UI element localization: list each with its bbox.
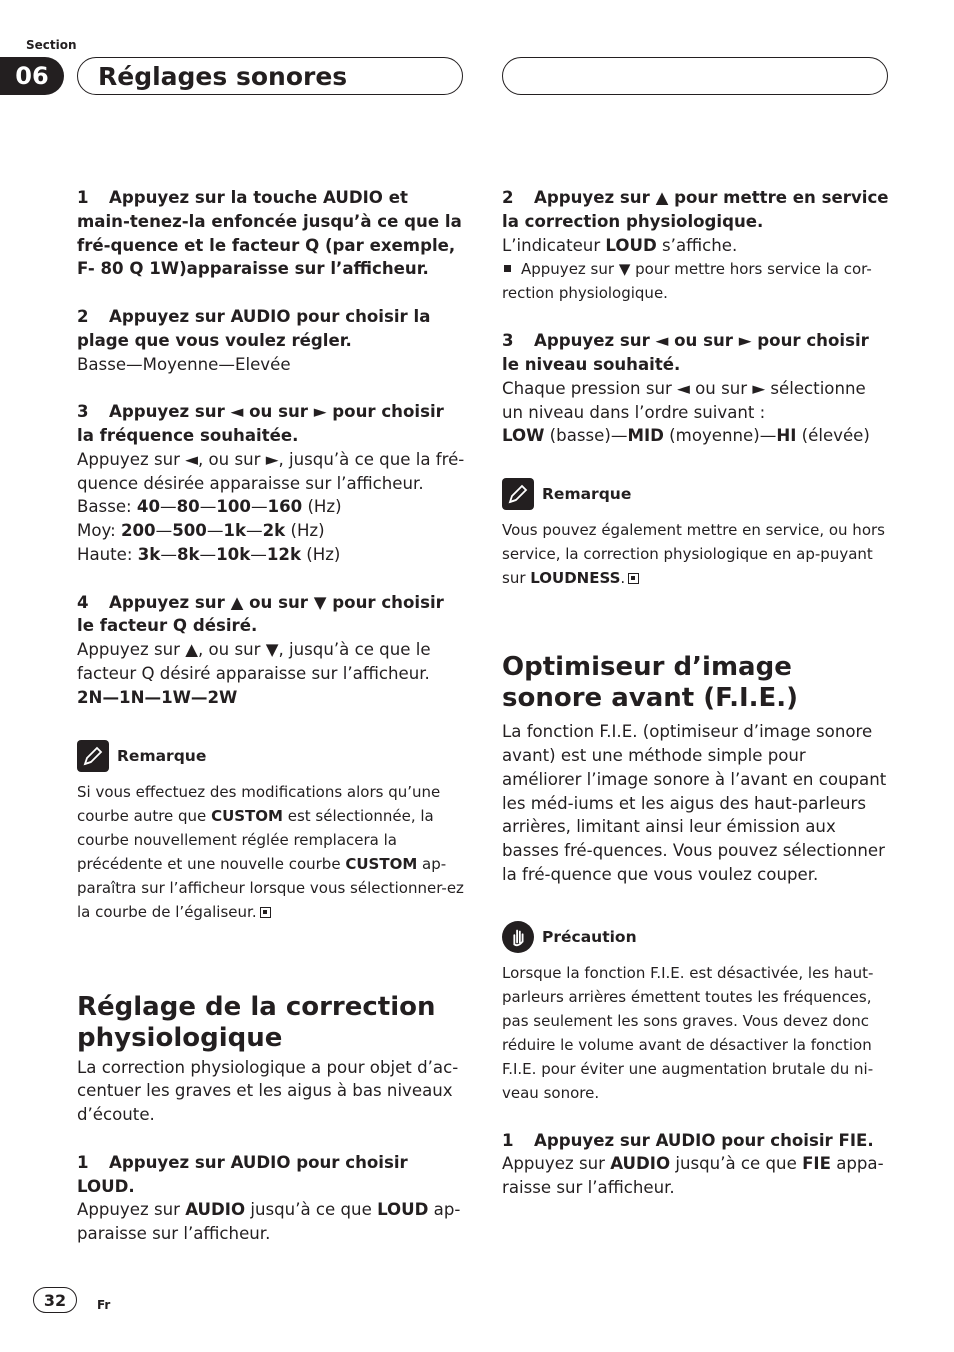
step-text: Appuyez sur AUDIO pour choisir FIE.	[534, 1130, 874, 1150]
value-item: 1k	[223, 521, 247, 541]
note-header	[502, 474, 890, 514]
heading-loudness: Réglage de la correction physiologique	[77, 991, 436, 1053]
level-sequence: LOW (basse)—MID (moyenne)—HI (élevée)	[502, 426, 870, 446]
page-number: 32	[33, 1287, 77, 1313]
value-item: 500	[172, 521, 207, 541]
step-text: Appuyez sur ◄ ou sur ► pour choisir la fréquence souhaitée.	[77, 402, 444, 445]
step-3-body: Appuyez sur ◄, ou sur ►, jusqu’à ce que la fré-quence désirée apparaisse sur l’afficheur.	[77, 449, 465, 493]
end-mark-icon	[260, 907, 271, 918]
left-column	[77, 186, 465, 1246]
loudness-intro: La correction physiologique a pour objet d’ac-centuer les graves et les aigus à bas niveaux d’écoute.	[77, 1057, 459, 1125]
title-box-empty	[502, 57, 888, 95]
section-label: Section	[26, 38, 77, 52]
loud-step-2-body: L’indicateur LOUD s’affiche.	[502, 235, 738, 255]
value-item: 160	[267, 497, 303, 517]
moy-line	[77, 519, 465, 543]
note-text: Vous pouvez également mettre en service, ou hors service, la correction physiologique en ap-puyant sur LOUDNESS.	[502, 521, 885, 588]
step-text: Appuyez sur ▲ pour mettre en service la correction physiologique.	[502, 188, 889, 231]
haute-line	[77, 543, 465, 567]
step-2-body: Basse—Moyenne—Elevée	[77, 354, 291, 374]
step-1	[77, 186, 465, 281]
note-text: Si vous effectuez des modifications alors qu’une courbe autre que CUSTOM est sélectionnée, la courbe nouvellement réglée remplacera la précédente et une nouvelle courbe CUSTOM ap-paraîtra sur l’afficheur lorsque vous sélectionner-ez la courbe de l’égaliseur.	[77, 782, 464, 921]
step-3	[77, 400, 465, 448]
note-header	[77, 736, 465, 776]
step-number: 2	[502, 188, 514, 207]
step-text: Appuyez sur la touche AUDIO et main-tenez-la enfoncée jusqu’à ce que la fré-quence et le facteur Q (par exemple, F- 80 Q 1W)apparaisse sur l’afficheur.	[77, 188, 462, 279]
keyword-loudness: LOUDNESS	[530, 569, 621, 588]
fie-step-1	[502, 1129, 890, 1153]
moy-label: Moy:	[77, 521, 121, 541]
end-mark-icon	[628, 573, 639, 584]
value-item: 1W	[161, 687, 191, 707]
value-item: 2W	[207, 687, 238, 707]
fie-intro: La fonction F.I.E. (optimiseur d’image sonore avant) est une méthode simple pour améliorer l’image sonore à l’avant en coupant les méd-iums et les aigus des haut-parleurs arrières, limitant ainsi leur émission aux basses fré-quences. Vous pouvez sélectionner la fré-quence que vous voulez couper.	[502, 722, 887, 884]
step-number: 2	[77, 306, 89, 326]
value-item: 1N	[119, 687, 145, 707]
keyword-custom: CUSTOM	[345, 854, 418, 873]
q-values: 2N—1N—1W—2W	[77, 687, 238, 707]
loud-step-1	[77, 1151, 465, 1199]
section-number: 06	[0, 57, 64, 95]
fie-step-1-body: Appuyez sur AUDIO jusqu’à ce que FIE appa-raisse sur l’afficheur.	[502, 1154, 884, 1198]
loud-step-2	[502, 186, 890, 234]
pencil-note-icon	[502, 478, 534, 510]
value-item: 10k	[216, 544, 251, 564]
pencil-note-icon	[77, 740, 109, 772]
step-4-body: Appuyez sur ▲, ou sur ▼, jusqu’à ce que le facteur Q désiré apparaisse sur l’afficheur.	[77, 640, 431, 683]
basse-label: Basse:	[77, 497, 137, 517]
bullet-text: Appuyez sur ▼ pour mettre hors service la cor-rection physiologique.	[502, 260, 872, 303]
value-item: 2N	[77, 687, 103, 707]
basse-values: 40—80—100—160 (Hz)	[136, 497, 342, 517]
square-bullet-icon	[504, 265, 511, 272]
caution-header	[502, 917, 890, 957]
note-box	[77, 736, 465, 924]
value-item: 40	[136, 497, 161, 517]
page-title	[77, 57, 463, 95]
basse-line	[77, 495, 465, 519]
step-text: Appuyez sur AUDIO pour choisir la plage que vous voulez régler.	[77, 306, 431, 350]
step-2	[77, 305, 465, 353]
step-number: 4	[77, 592, 89, 612]
step-text: Appuyez sur ◄ ou sur ► pour choisir le niveau souhaité.	[502, 331, 869, 374]
note-title: Remarque	[542, 485, 632, 504]
heading-fie: Optimiseur d’image sonore avant (F.I.E.)	[502, 652, 799, 714]
right-column	[502, 186, 890, 1200]
value-item: 200	[120, 521, 156, 541]
haute-values: 3k—8k—10k—12k (Hz)	[137, 544, 341, 564]
loud-step-1-body: Appuyez sur AUDIO jusqu’à ce que LOUD ap-paraisse sur l’afficheur.	[77, 1200, 461, 1244]
haute-label: Haute:	[77, 544, 138, 564]
value-item: 8k	[176, 544, 200, 564]
language-label: Fr	[97, 1298, 111, 1312]
page-title-text: Réglages sonores	[98, 61, 348, 91]
step-text: Appuyez sur ▲ ou sur ▼ pour choisir le facteur Q désiré.	[77, 592, 444, 636]
keyword-custom: CUSTOM	[211, 806, 283, 825]
value-item: 2k	[262, 521, 286, 541]
caution-text: Lorsque la fonction F.I.E. est désactivée, les haut-parleurs arrières émettent toutes les fréquences, pas seulement les sons graves. Vous devez donc réduire le volume avant de désactiver la fonction F.I.E. pour éviter une augmentation brutale du ni-veau sonore.	[502, 963, 874, 1102]
moy-values: 200—500—1k—2k (Hz)	[120, 521, 325, 541]
step-number: 3	[502, 331, 514, 351]
step-number: 1	[77, 1152, 89, 1172]
value-item: 3k	[137, 544, 161, 564]
step-4	[77, 591, 465, 639]
note-title: Remarque	[117, 746, 207, 765]
value-item: 12k	[266, 544, 301, 564]
bullet-item	[502, 257, 890, 305]
caution-title: Précaution	[542, 927, 637, 946]
step-number: 1	[77, 188, 89, 207]
note-box	[502, 474, 890, 590]
caution-hand-icon	[502, 921, 534, 953]
value-item: 80	[176, 497, 200, 517]
value-item: 100	[216, 497, 251, 517]
loud-step-3	[502, 329, 890, 377]
step-number: 3	[77, 402, 89, 422]
step-number: 1	[502, 1130, 514, 1150]
loud-step-3-body: Chaque pression sur ◄ ou sur ► sélectionne un niveau dans l’ordre suivant :	[502, 378, 866, 422]
caution-box	[502, 917, 890, 1105]
step-text: Appuyez sur AUDIO pour choisir LOUD.	[77, 1152, 408, 1196]
